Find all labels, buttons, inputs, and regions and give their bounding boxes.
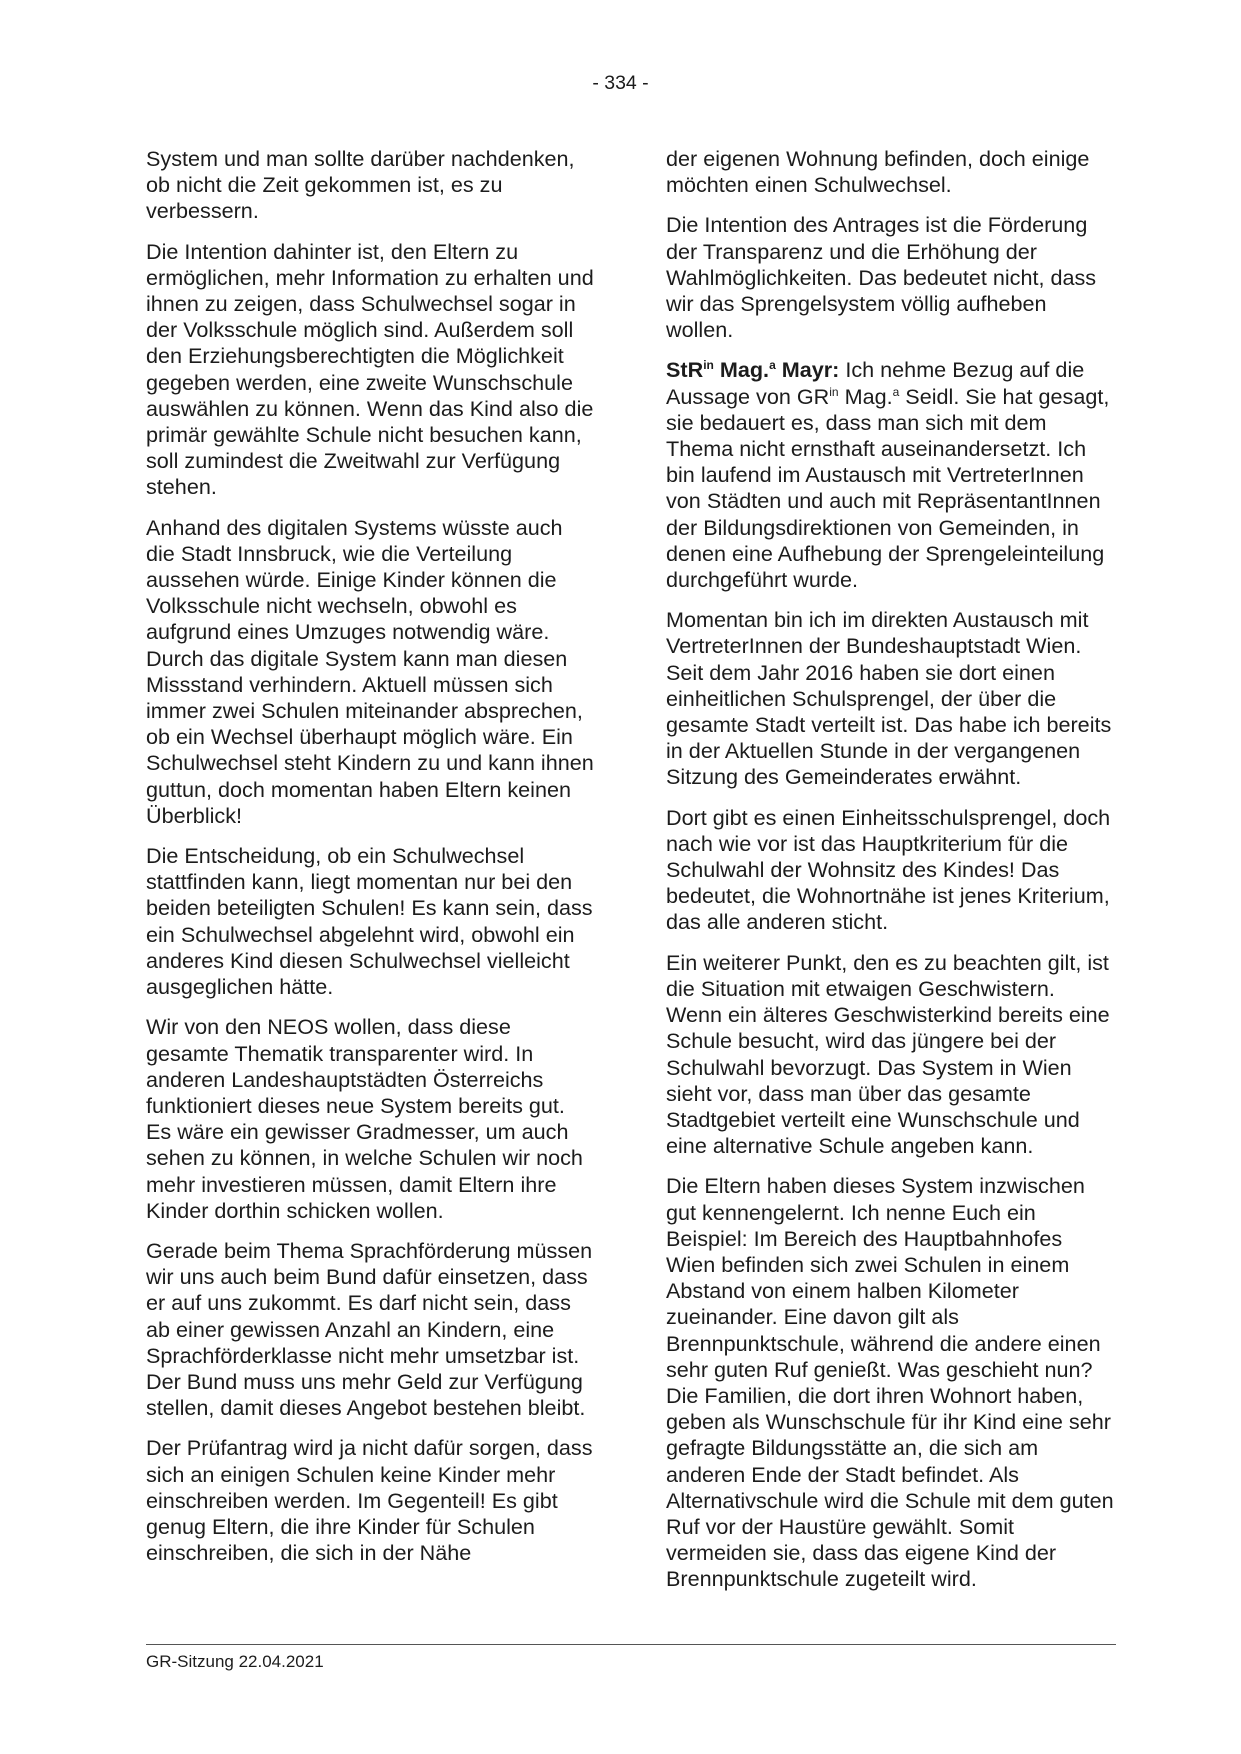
right-column [666, 146, 1116, 1607]
superscript: a [769, 358, 776, 373]
left-column [146, 146, 596, 1580]
speaker-title: StR [666, 357, 704, 383]
paragraph: System und man sollte darüber nachdenken, ob nicht die Zeit gekommen ist, es zu verbessern. [146, 146, 575, 224]
footer-text: GR-Sitzung 22.04.2021 [146, 1652, 324, 1671]
paragraph: der eigenen Wohnung befinden, doch einige möchten einen Schulwechsel. [666, 146, 1090, 198]
footer-divider [146, 1644, 1116, 1645]
speech-text: Seidl. Sie hat gesagt, sie bedauert es, dass man sich mit dem Thema nicht ernsthaft auseinandersetzt. Ich bin laufend im Austausch mit VertreterInnen von Städten und auch mit RepräsentantInnen der Bildungsdirektionen von Gemeinden, in denen eine Aufhebung der Sprengeleinteilung durchgeführt wurde. [666, 383, 1110, 593]
speaker-paragraph [666, 357, 1116, 593]
page-number: - 334 - [592, 72, 649, 94]
paragraph: Wir von den NEOS wollen, dass diese gesamte Thematik transparenter wird. In anderen Landeshauptstädten Österreichs funktioniert dieses neue System bereits gut. Es wäre ein gewisser Gradmesser, um auch sehen zu können, in welche Schulen wir noch mehr investieren müssen, damit Eltern ihre Kinder dorthin schicken wollen. [146, 1014, 583, 1223]
speech-text: Ich nehme Bezug auf die Aussage von GR [666, 357, 1085, 409]
paragraph: Gerade beim Thema Sprachförderung müssen wir uns auch beim Bund dafür einsetzen, dass er auf uns zukommt. Es darf nicht sein, dass ab einer gewissen Anzahl an Kindern, eine Sprachförderklasse nicht mehr umsetzbar ist. Der Bund muss uns mehr Geld zur Verfügung stellen, damit dieses Angebot bestehen bleibt. [146, 1237, 593, 1421]
speaker-name [666, 357, 839, 382]
paragraph: Die Entscheidung, ob ein Schulwechsel stattfinden kann, liegt momentan nur bei den beiden beteiligten Schulen! Es kann sein, dass ein Schulwechsel abgelehnt wird, obwohl ein anderes Kind diesen Schulwechsel vielleicht ausgeglichen hätte. [146, 843, 593, 1000]
paragraph: Der Prüfantrag wird ja nicht dafür sorgen, dass sich an einigen Schulen keine Kinder mehr einschreiben werden. Im Gegenteil! Es gibt genug Eltern, die ihre Kinder für Schulen einschreiben, die sich in der Nähe [146, 1435, 593, 1566]
superscript: in [703, 358, 714, 373]
paragraph: Dort gibt es einen Einheitsschulsprengel, doch nach wie vor ist das Hauptkriterium für die Schulwahl der Wohnsitz des Kindes! Das bedeutet, die Wohnortnähe ist jenes Kriterium, das alle anderen sticht. [666, 804, 1111, 935]
paragraph: Momentan bin ich im direkten Austausch mit VertreterInnen der Bundeshauptstadt Wien. Seit dem Jahr 2016 haben sie dort einen einheitlichen Schulsprengel, der über die gesamte Stadt verteilt ist. Das habe ich bereits in der Aktuellen Stunde in der vergangenen Sitzung des Gemeinderates erwähnt. [666, 607, 1112, 790]
paragraph: Die Intention des Antrages ist die Förderung der Transparenz und die Erhöhung der Wahlmöglichkeiten. Das bedeutet nicht, dass wir das Sprengelsystem völlig aufheben wollen. [666, 212, 1097, 343]
paragraph: Anhand des digitalen Systems wüsste auch die Stadt Innsbruck, wie die Verteilung aussehen würde. Einige Kinder können die Volksschule nicht wechseln, obwohl es aufgrund eines Umzuges notwendig wäre. Durch das digitale System kann man diesen Missstand verhindern. Aktuell müssen sich immer zwei Schulen miteinander absprechen, ob ein Wechsel überhaupt möglich wäre. Ein Schulwechsel steht Kindern zu und kann ihnen guttun, doch momentan haben Eltern keinen Überblick! [146, 514, 594, 828]
speech-text: Mag. [838, 383, 893, 409]
paragraph: Ein weiterer Punkt, den es zu beachten gilt, ist die Situation mit etwaigen Geschwistern. Wenn ein älteres Geschwisterkind bereits eine Schule besucht, wird das jüngere bei der Schulwahl bevorzugt. Das System in Wien sieht vor, dass man über das gesamte Stadtgebiet verteilt eine Wunschschule und eine alternative Schule angeben kann. [666, 949, 1110, 1159]
paragraph: Die Eltern haben dieses System inzwischen gut kennengelernt. Ich nenne Euch ein Beispiel: Im Bereich des Hauptbahnhofes Wien befinden sich zwei Schulen in einem Abstand von einem halben Kilometer zueinander. Eine davon gilt als Brennpunktschule, während die andere einen sehr guten Ruf genießt. Was geschieht nun? Die Familien, die dort ihren Wohnort haben, geben als Wunschschule für ihr Kind eine sehr gefragte Bildungsstätte an, die sich am anderen Ende der Stadt befindet. Als Alternativschule wird die Schule mit dem guten Ruf vor der Haustüre gewählt. Somit vermeiden sie, dass das eigene Kind der Brennpunktschule zugeteilt wird. [666, 1173, 1114, 1592]
superscript: in [829, 384, 839, 399]
speaker-surname: Mayr: [775, 357, 840, 383]
speaker-title: Mag. [713, 357, 770, 383]
superscript: a [892, 384, 900, 399]
paragraph: Die Intention dahinter ist, den Eltern zu ermöglichen, mehr Information zu erhalten und ihnen zu zeigen, dass Schulwechsel sogar in der Volksschule möglich sind. Außerdem soll den Erziehungsberechtigten die Möglichkeit gegeben werden, eine zweite Wunschschule auswählen zu können. Wenn das Kind also die primär gewählte Schule nicht besuchen kann, soll zumindest die Zweitwahl zur Verfügung stehen. [146, 238, 594, 500]
